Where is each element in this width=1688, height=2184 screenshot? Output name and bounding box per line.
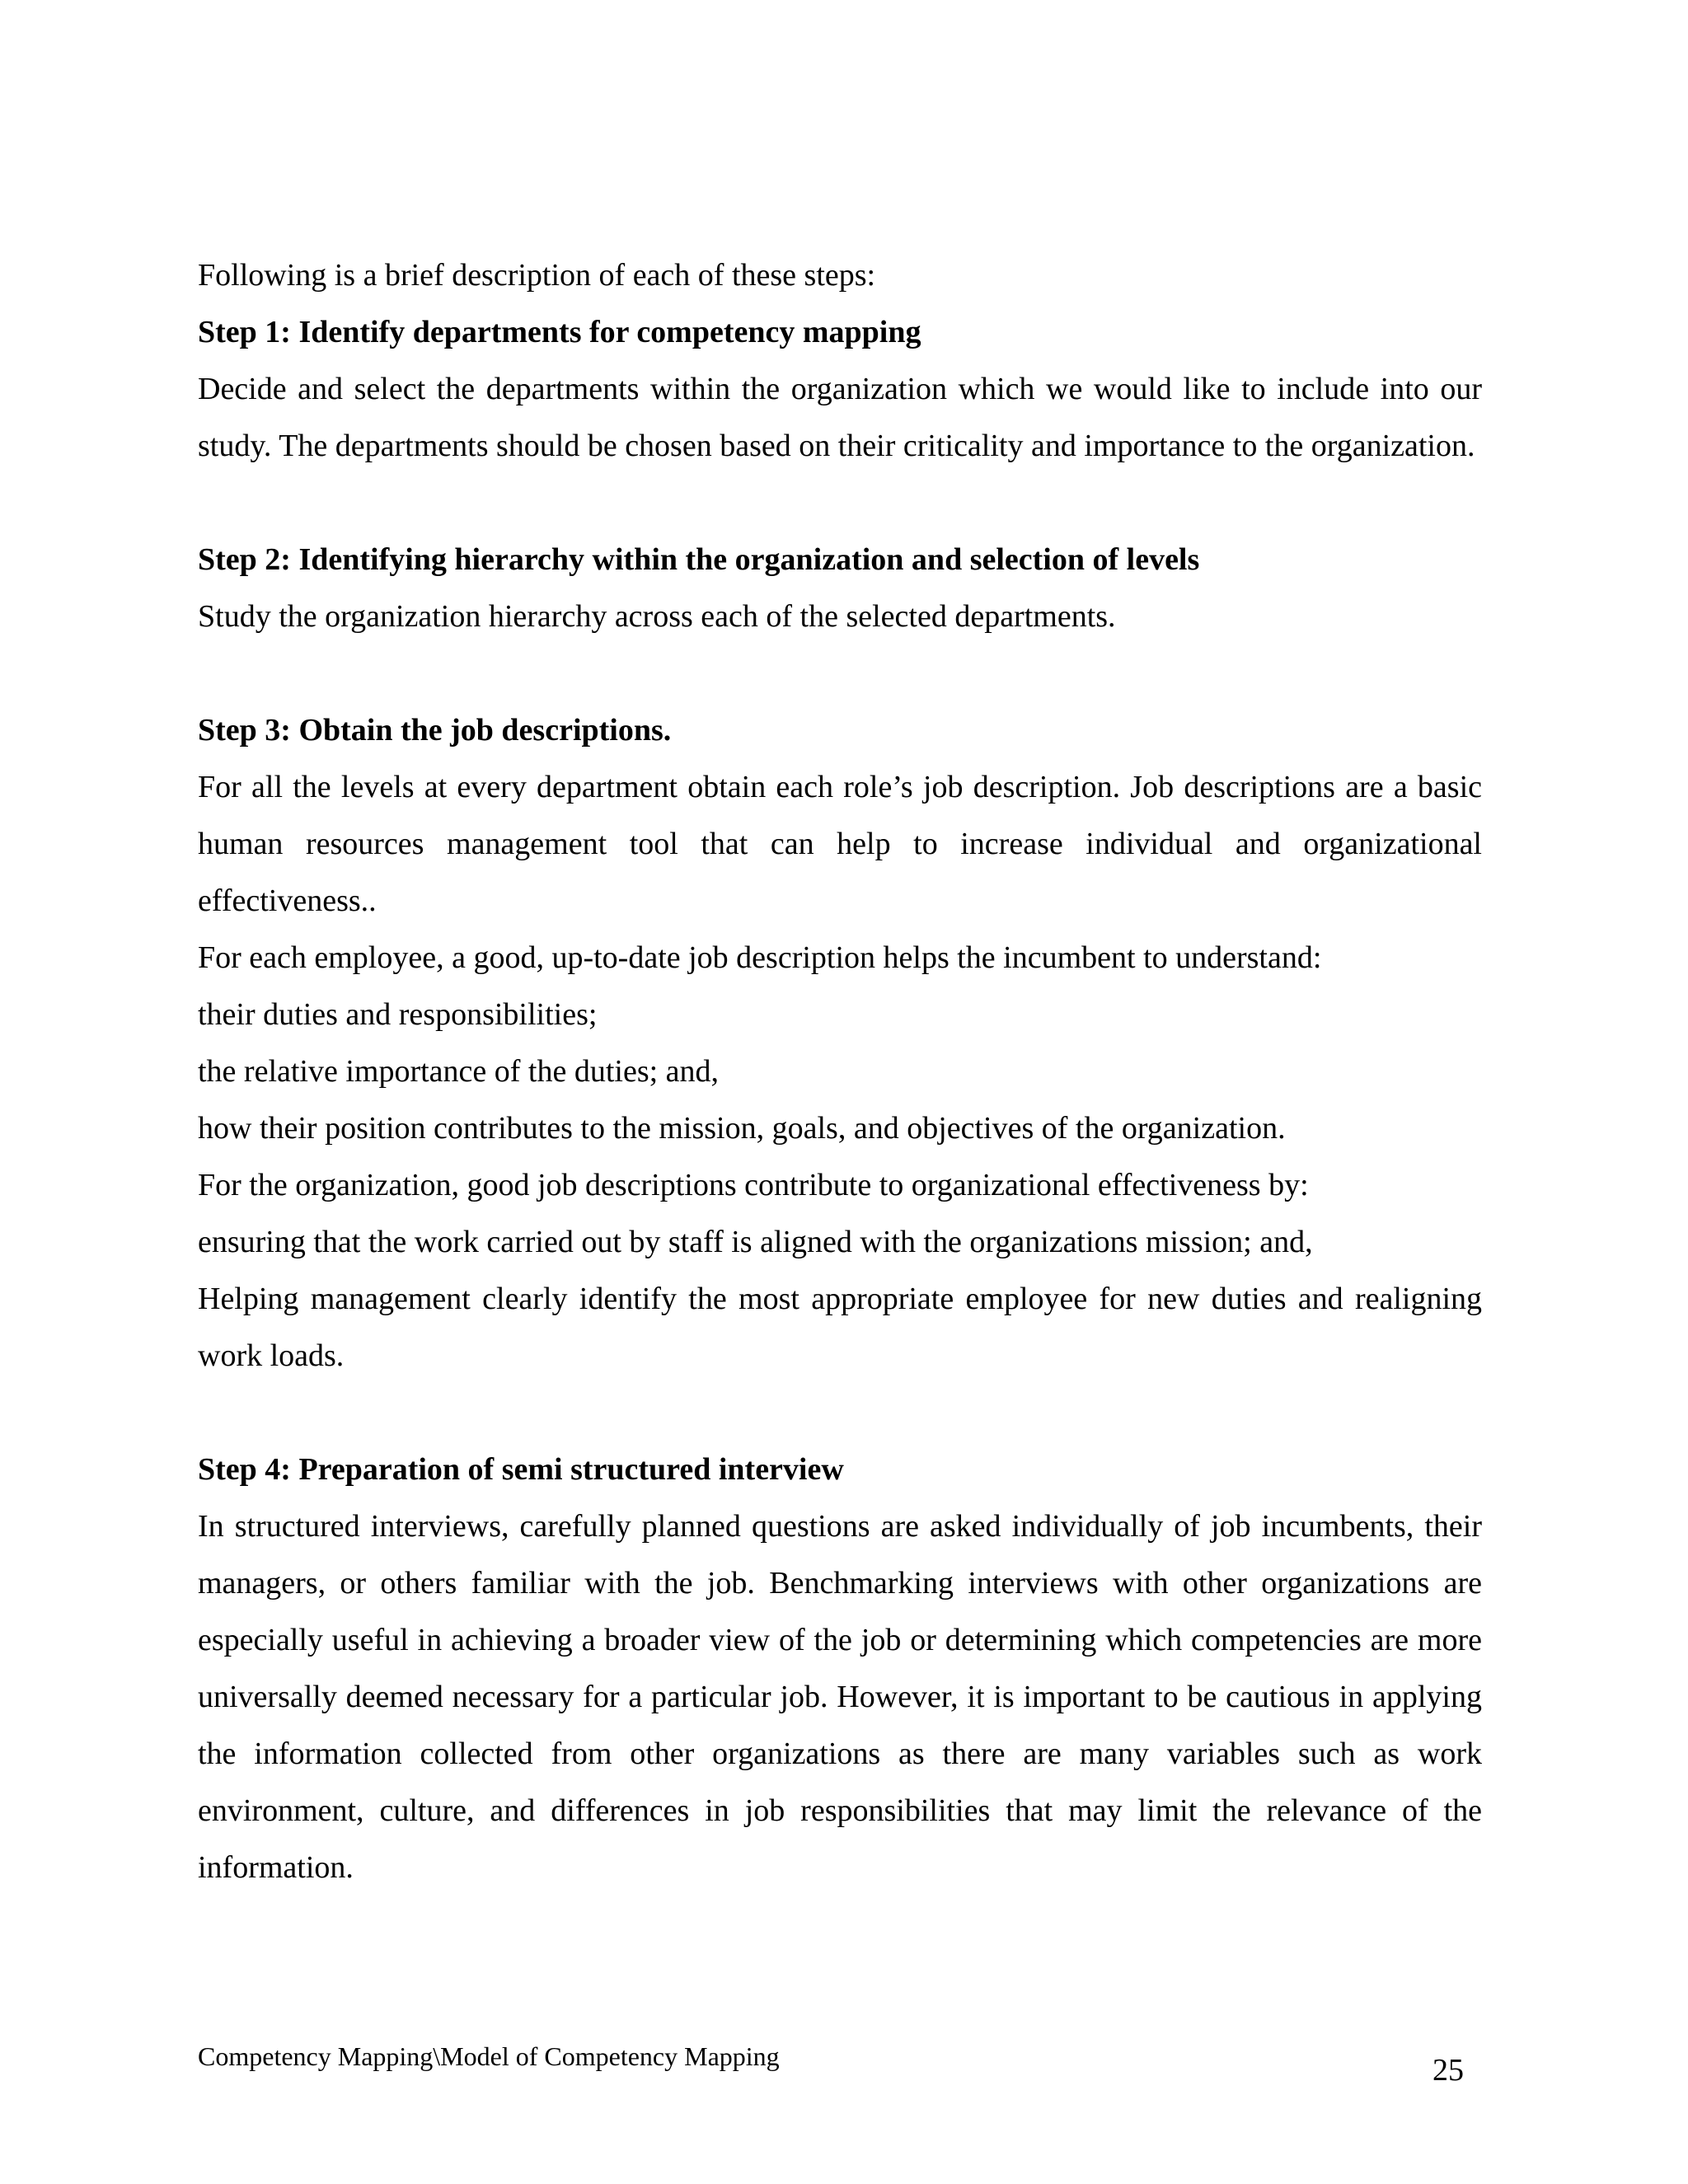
step2-heading: Step 2: Identifying hierarchy within the organization and selection of levels bbox=[198, 542, 1200, 577]
step4-body: In structured interviews, carefully planned questions are asked individually of job incumbents, their managers, or others familiar with the job. Benchmarking interviews with other organizations are especially useful in achieving a broader view of the job or determining which competencies are more universally deemed necessary for a particular job. However, it is important to be cautious in applying the information collected from other organizations as there are many variables such as work environment, culture, and differences in job responsibilities that may limit the relevance of the information. bbox=[198, 1509, 1482, 1885]
step3-body: For all the levels at every department obtain each role’s job description. Job descriptions are a basic human resources management tool that can help to increase individual and organizational effectiveness.. bbox=[198, 770, 1482, 918]
spacer bbox=[198, 1385, 1482, 1441]
step3-last: Helping management clearly identify the most appropriate employee for new duties and realigning work loads. bbox=[198, 1282, 1482, 1373]
step3-line: For each employee, a good, up-to-date job description helps the incumbent to understand: bbox=[198, 940, 1322, 975]
step1-body: Decide and select the departments within the organization which we would like to include into our study. The departments should be chosen based on their criticality and importance to the organization. bbox=[198, 372, 1482, 463]
step3-line: ensuring that the work carried out by staff is aligned with the organizations mission; and, bbox=[198, 1225, 1313, 1259]
page-content bbox=[198, 247, 1482, 1896]
spacer bbox=[198, 645, 1482, 702]
step4-heading: Step 4: Preparation of semi structured interview bbox=[198, 1452, 844, 1487]
footer-path: Competency Mapping\Model of Competency Mapping bbox=[198, 2041, 780, 2071]
page-number: 25 bbox=[1432, 2053, 1464, 2088]
step3-line: For the organization, good job descriptions contribute to organizational effectiveness by: bbox=[198, 1168, 1309, 1202]
step3-line: how their position contributes to the mission, goals, and objectives of the organization. bbox=[198, 1111, 1286, 1146]
spacer bbox=[198, 475, 1482, 532]
step3-line: their duties and responsibilities; bbox=[198, 997, 598, 1032]
step3-line: the relative importance of the duties; and, bbox=[198, 1054, 720, 1089]
intro-text: Following is a brief description of each of these steps: bbox=[198, 258, 876, 293]
step1-heading: Step 1: Identify departments for competency mapping bbox=[198, 315, 921, 349]
step3-heading: Step 3: Obtain the job descriptions. bbox=[198, 713, 672, 748]
step2-body: Study the organization hierarchy across each of the selected departments. bbox=[198, 599, 1116, 634]
